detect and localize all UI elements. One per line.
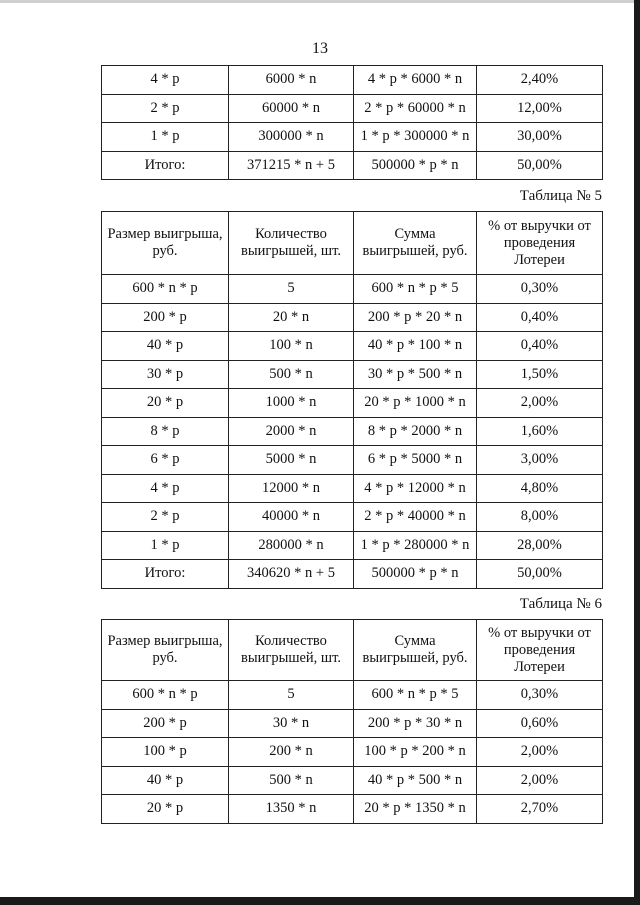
prize-sum-cell: 2 * р * 40000 * n <box>354 503 477 532</box>
table-row <box>102 417 603 446</box>
revenue-percent-cell: 28,00% <box>477 531 603 560</box>
prize-amount-cell: 40 * р <box>102 766 229 795</box>
prize-sum-cell: 100 * р * 200 * n <box>354 738 477 767</box>
revenue-percent-cell: 2,00% <box>477 389 603 418</box>
table-header-row <box>102 212 603 275</box>
table-row <box>102 503 603 532</box>
prize-count-cell: 2000 * n <box>229 417 354 446</box>
revenue-percent-cell: 0,40% <box>477 332 603 361</box>
revenue-percent-cell: 2,00% <box>477 738 603 767</box>
total-label-cell: Итого: <box>102 560 229 589</box>
prize-sum-cell: 600 * n * р * 5 <box>354 275 477 304</box>
table-row <box>102 446 603 475</box>
table-row <box>102 795 603 824</box>
table-row <box>102 766 603 795</box>
header-revenue-percent: % от выручки от проведения Лотереи <box>477 212 603 275</box>
prize-count-cell: 1000 * n <box>229 389 354 418</box>
scan-edge-top <box>0 0 640 3</box>
prize-amount-cell: 30 * р <box>102 360 229 389</box>
table-row <box>102 332 603 361</box>
revenue-percent-cell: 2,40% <box>477 66 603 95</box>
table-row <box>102 709 603 738</box>
revenue-percent-cell: 0,40% <box>477 303 603 332</box>
prize-count-cell: 6000 * n <box>229 66 354 95</box>
revenue-percent-cell: 2,70% <box>477 795 603 824</box>
prize-sum-cell: 40 * р * 100 * n <box>354 332 477 361</box>
prize-sum-cell: 4 * р * 6000 * n <box>354 66 477 95</box>
header-revenue-percent: % от выручки от проведения Лотереи <box>477 620 603 681</box>
prize-amount-cell: 200 * р <box>102 709 229 738</box>
table-row <box>102 303 603 332</box>
table-row <box>102 94 603 123</box>
prize-sum-cell: 2 * р * 60000 * n <box>354 94 477 123</box>
revenue-percent-cell: 0,30% <box>477 275 603 304</box>
header-prize-count: Количество выигрышей, шт. <box>229 620 354 681</box>
prize-count-cell: 500 * n <box>229 360 354 389</box>
prize-sum-cell: 1 * р * 300000 * n <box>354 123 477 152</box>
prize-amount-cell: 600 * n * р <box>102 275 229 304</box>
prize-table-6 <box>101 619 603 824</box>
prize-count-cell: 371215 * n + 5 <box>229 151 354 180</box>
prize-count-cell: 1350 * n <box>229 795 354 824</box>
prize-count-cell: 5000 * n <box>229 446 354 475</box>
prize-sum-cell: 6 * р * 5000 * n <box>354 446 477 475</box>
prize-sum-cell: 1 * р * 280000 * n <box>354 531 477 560</box>
revenue-percent-cell: 3,00% <box>477 446 603 475</box>
revenue-percent-cell: 50,00% <box>477 151 603 180</box>
total-label-cell: Итого: <box>102 151 229 180</box>
prize-amount-cell: 1 * р <box>102 123 229 152</box>
table-row <box>102 738 603 767</box>
table-row <box>102 275 603 304</box>
prize-sum-cell: 4 * р * 12000 * n <box>354 474 477 503</box>
prize-count-cell: 200 * n <box>229 738 354 767</box>
revenue-percent-cell: 50,00% <box>477 560 603 589</box>
table-row <box>102 531 603 560</box>
prize-count-cell: 100 * n <box>229 332 354 361</box>
revenue-percent-cell: 1,60% <box>477 417 603 446</box>
scan-edge-bottom <box>0 897 640 905</box>
prize-count-cell: 500 * n <box>229 766 354 795</box>
scan-edge-right <box>634 0 640 905</box>
prize-sum-cell: 20 * р * 1000 * n <box>354 389 477 418</box>
revenue-percent-cell: 2,00% <box>477 766 603 795</box>
prize-amount-cell: 1 * р <box>102 531 229 560</box>
revenue-percent-cell: 1,50% <box>477 360 603 389</box>
prize-amount-cell: 2 * р <box>102 503 229 532</box>
prize-count-cell: 5 <box>229 681 354 710</box>
prize-amount-cell: 6 * р <box>102 446 229 475</box>
revenue-percent-cell: 12,00% <box>477 94 603 123</box>
prize-sum-cell: 8 * р * 2000 * n <box>354 417 477 446</box>
prize-amount-cell: 4 * р <box>102 66 229 95</box>
prize-amount-cell: 20 * р <box>102 795 229 824</box>
prize-count-cell: 30 * n <box>229 709 354 738</box>
table-6-caption: Таблица № 6 <box>519 596 602 612</box>
revenue-percent-cell: 8,00% <box>477 503 603 532</box>
prize-amount-cell: 600 * n * р <box>102 681 229 710</box>
prize-amount-cell: 100 * р <box>102 738 229 767</box>
prize-amount-cell: 200 * р <box>102 303 229 332</box>
table-row <box>102 474 603 503</box>
prize-sum-cell: 500000 * р * n <box>354 560 477 589</box>
prize-count-cell: 20 * n <box>229 303 354 332</box>
prize-count-cell: 40000 * n <box>229 503 354 532</box>
table-row <box>102 123 603 152</box>
prize-sum-cell: 30 * р * 500 * n <box>354 360 477 389</box>
table-5-caption: Таблица № 5 <box>519 188 602 204</box>
prize-count-cell: 300000 * n <box>229 123 354 152</box>
table-row <box>102 66 603 95</box>
table-row <box>102 681 603 710</box>
prize-count-cell: 280000 * n <box>229 531 354 560</box>
header-prize-count: Количество выигрышей, шт. <box>229 212 354 275</box>
header-prize-sum: Сумма выигрышей, руб. <box>354 620 477 681</box>
header-prize-amount: Размер выигрыша, руб. <box>102 620 229 681</box>
revenue-percent-cell: 0,60% <box>477 709 603 738</box>
prize-table-continued <box>101 65 603 180</box>
prize-sum-cell: 500000 * р * n <box>354 151 477 180</box>
prize-amount-cell: 8 * р <box>102 417 229 446</box>
prize-sum-cell: 200 * р * 20 * n <box>354 303 477 332</box>
prize-sum-cell: 200 * р * 30 * n <box>354 709 477 738</box>
revenue-percent-cell: 0,30% <box>477 681 603 710</box>
prize-sum-cell: 600 * n * р * 5 <box>354 681 477 710</box>
prize-sum-cell: 20 * р * 1350 * n <box>354 795 477 824</box>
prize-amount-cell: 20 * р <box>102 389 229 418</box>
table-header-row <box>102 620 603 681</box>
table-row <box>102 360 603 389</box>
prize-amount-cell: 40 * р <box>102 332 229 361</box>
prize-sum-cell: 40 * р * 500 * n <box>354 766 477 795</box>
prize-count-cell: 5 <box>229 275 354 304</box>
revenue-percent-cell: 4,80% <box>477 474 603 503</box>
prize-table-5 <box>101 211 603 589</box>
total-row <box>102 151 603 180</box>
prize-count-cell: 340620 * n + 5 <box>229 560 354 589</box>
prize-amount-cell: 4 * р <box>102 474 229 503</box>
header-prize-amount: Размер выигрыша, руб. <box>102 212 229 275</box>
revenue-percent-cell: 30,00% <box>477 123 603 152</box>
prize-count-cell: 60000 * n <box>229 94 354 123</box>
total-row <box>102 560 603 589</box>
table-row <box>102 389 603 418</box>
prize-amount-cell: 2 * р <box>102 94 229 123</box>
prize-count-cell: 12000 * n <box>229 474 354 503</box>
page-number: 13 <box>312 40 328 57</box>
header-prize-sum: Сумма выигрышей, руб. <box>354 212 477 275</box>
